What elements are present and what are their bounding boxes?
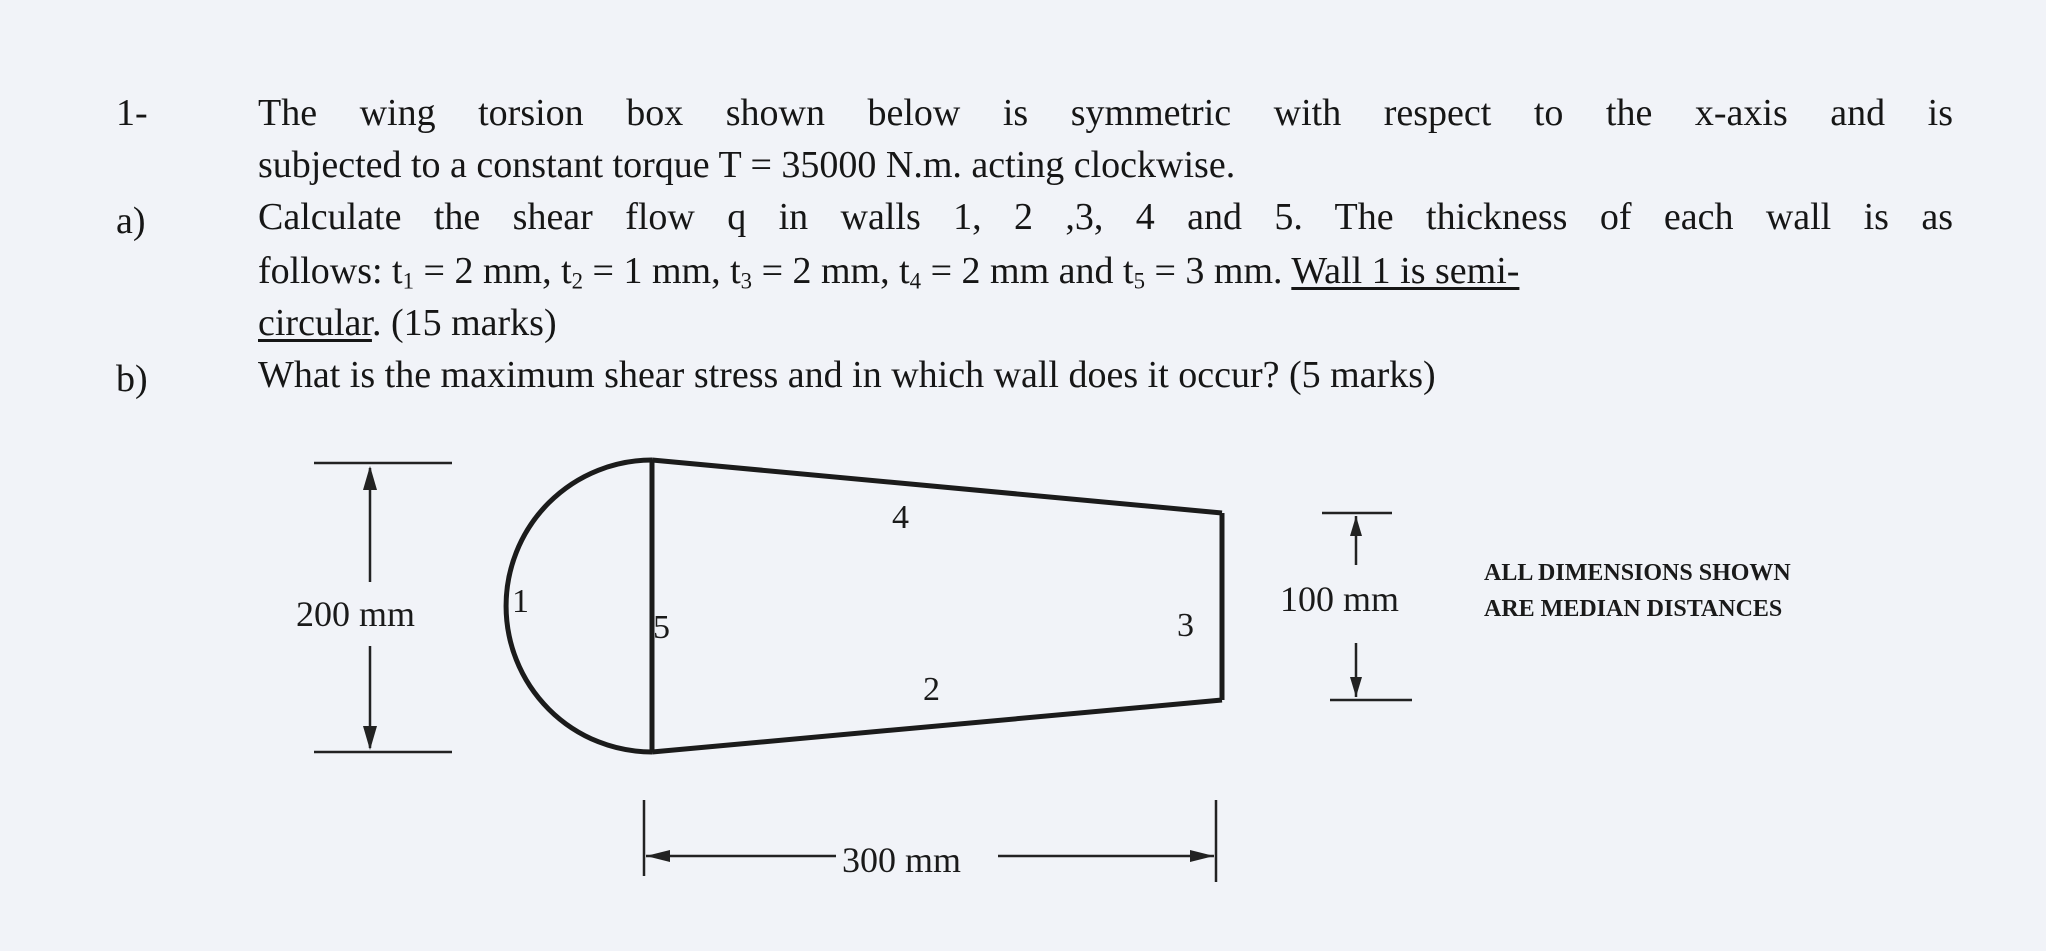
right-dim-arrow-up xyxy=(1350,516,1362,536)
wall-4-label: 4 xyxy=(892,499,909,536)
wall-4-top-skin xyxy=(652,460,1222,513)
question-intro-line2: subjected to a constant torque T = 35000 N.m. acting clockwise. xyxy=(258,144,1236,186)
part-b-text: What is the maximum shear stress and in which wall does it occur? (5 marks) xyxy=(258,354,1436,396)
left-dim-arrow-up xyxy=(363,466,377,490)
width-dimension xyxy=(644,800,1216,882)
width-dim-arrow-left xyxy=(646,850,670,862)
dimension-note-line2: ARE MEDIAN DISTANCES xyxy=(1484,596,1783,622)
dimension-note-line1: ALL DIMENSIONS SHOWN xyxy=(1484,560,1791,586)
right-dim-arrow-down xyxy=(1350,677,1362,697)
left-height-value: 200 mm xyxy=(296,594,416,634)
wall-5-label: 5 xyxy=(653,609,670,646)
dimension-note xyxy=(1484,560,1791,622)
part-a-line2: follows: $t_1 = 2$ mm, $t_2 = 1$ mm, $t_3 = 2$ mm, $t_4 = 2$ mm and $t_5 = 3$ mm. Wall 1 is semi- xyxy=(258,250,1520,294)
question-intro-line1: The wing torsion box shown below is symmetric with respect to the x-axis and is xyxy=(258,92,1953,134)
part-b-marker: b) xyxy=(116,358,148,400)
left-height-dimension xyxy=(296,463,452,752)
part-a-marker: a) xyxy=(116,200,146,242)
right-height-dimension xyxy=(1280,513,1412,700)
width-dim-arrow-right xyxy=(1190,850,1214,862)
width-value: 300 mm xyxy=(842,840,962,880)
wall1-note-part1: Wall 1 is semi- xyxy=(1291,250,1520,292)
part-a-line3: circular. (15 marks) xyxy=(258,302,557,344)
torsion-box-outline xyxy=(506,460,1222,752)
wall-2-label: 2 xyxy=(923,671,940,708)
wall-labels xyxy=(512,499,1194,708)
part-a-line1: Calculate the shear flow q in walls 1, 2 ,3, 4 and 5. The thickness of each wall is as xyxy=(258,196,1953,238)
right-height-value: 100 mm xyxy=(1280,579,1400,619)
question-number: 1- xyxy=(116,92,148,134)
left-dim-arrow-down xyxy=(363,726,377,750)
wall1-note-part2: circular xyxy=(258,302,372,344)
wall-1-label: 1 xyxy=(512,583,529,620)
wall-3-label: 3 xyxy=(1177,607,1194,644)
